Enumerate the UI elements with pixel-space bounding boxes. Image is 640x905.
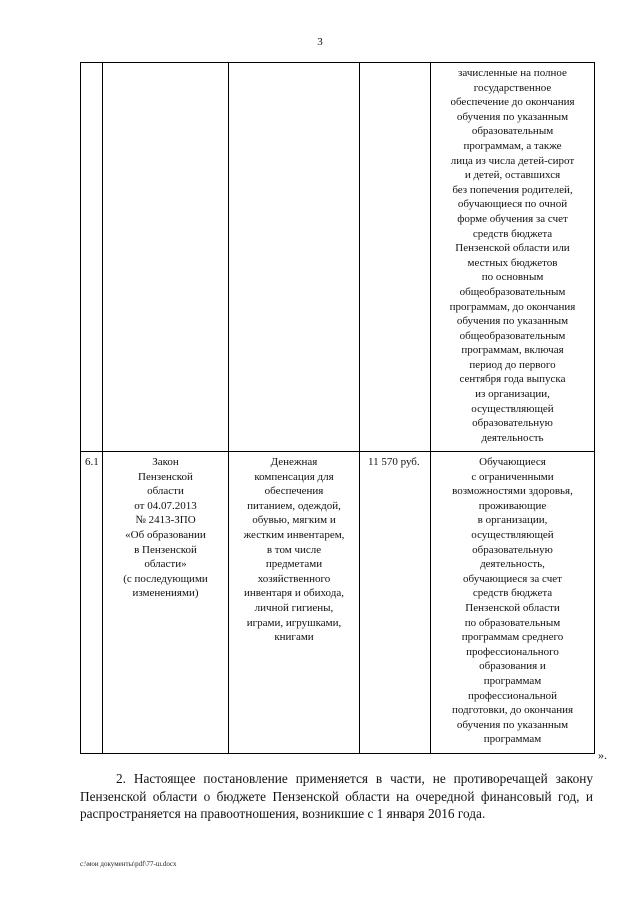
- cell-line: форме обучения за счет: [457, 212, 568, 225]
- cell-line: Пензенской области: [465, 601, 560, 614]
- page-number: 3: [317, 36, 323, 48]
- table-row-6-1: [81, 452, 595, 754]
- cell-line: обучения по указанным: [456, 718, 569, 731]
- cell-line: обеспечения: [264, 485, 324, 498]
- cell-line: предметами: [265, 558, 323, 571]
- cell-law-empty: [103, 63, 229, 452]
- cell-line: лица из числа детей-сирот: [450, 154, 575, 167]
- cell-line: обучающиеся по очной: [457, 198, 568, 211]
- paragraph-2-text: 2. Настоящее постановление применяется в части, не противоречащей закону Пензенской области о бюджете Пензенской области на очередной финансовый год, и распространяется на правоотношения, возникшие с 1 января 2016 года.: [80, 771, 593, 821]
- cell-line: инвентаря и обихода,: [244, 587, 344, 600]
- footer-file-path: c:\мои документы\pdf\77-ш.docx: [80, 860, 177, 868]
- cell-line: и детей, оставшихся: [464, 169, 561, 182]
- paragraph-2: [80, 770, 593, 823]
- cell-line: профессионального: [466, 645, 559, 658]
- cell-law: [103, 452, 229, 754]
- cell-line: обувью, мягким и: [252, 514, 336, 527]
- cell-line: Денежная: [270, 456, 318, 468]
- cell-line: программам, а также: [463, 139, 562, 152]
- cell-amount: 11 570 руб.: [360, 452, 431, 754]
- cell-line: жестким инвентарем,: [243, 528, 345, 541]
- cell-line: обучения по указанным: [456, 315, 569, 328]
- cell-line: в том числе: [266, 543, 322, 556]
- cell-line: подготовки, до окончания: [451, 704, 574, 717]
- cell-line: местных бюджетов: [467, 256, 558, 269]
- cell-line: общеобразовательным: [459, 329, 566, 342]
- cell-line: книгами: [274, 631, 314, 644]
- cell-line: проживающие: [478, 499, 547, 512]
- cell-line: Пензенской области или: [455, 242, 570, 255]
- cell-line: осуществляющей: [471, 402, 554, 415]
- cell-line: зачисленные на полное: [458, 67, 567, 79]
- cell-line: без попечения родителей,: [452, 183, 573, 196]
- cell-line: период до первого: [469, 358, 556, 371]
- cell-line: образования и: [479, 660, 546, 673]
- cell-recipients-continued: [431, 63, 595, 452]
- cell-line: программам, до окончания: [449, 300, 576, 313]
- cell-line: программам: [483, 674, 542, 687]
- cell-line: образовательную: [472, 543, 553, 556]
- cell-line: Пензенской: [138, 470, 193, 483]
- cell-line: обучения по указанным: [456, 110, 569, 123]
- cell-line: компенсация для: [254, 470, 334, 483]
- cell-line: по образовательным: [464, 616, 561, 629]
- cell-line: образовательным: [471, 125, 554, 138]
- cell-line: государственное: [473, 81, 552, 94]
- cell-line: изменениями): [132, 587, 199, 600]
- cell-line: с ограниченными: [471, 470, 554, 483]
- cell-line: средств бюджета: [472, 227, 553, 240]
- cell-line: деятельность: [481, 431, 544, 444]
- closing-quote-mark: ».: [598, 748, 607, 762]
- cell-line: «Об образовании: [125, 528, 206, 541]
- cell-line: деятельность,: [480, 558, 545, 571]
- cell-line: обеспечение до окончания: [450, 96, 575, 109]
- cell-line: в Пензенской: [134, 543, 197, 556]
- cell-line: по основным: [481, 271, 544, 284]
- cell-line: средств бюджета: [472, 587, 553, 600]
- cell-line: осуществляющей: [471, 528, 554, 541]
- cell-line: общеобразовательным: [459, 285, 566, 298]
- cell-measure-empty: [229, 63, 360, 452]
- cell-line: Закон: [152, 456, 179, 468]
- cell-line: Обучающиеся: [479, 456, 546, 468]
- cell-line: обучающиеся за счет: [463, 572, 562, 585]
- cell-line: играми, игрушками,: [246, 616, 342, 629]
- cell-number: 6.1: [81, 452, 103, 754]
- cell-line: возможностями здоровья,: [452, 485, 573, 498]
- cell-line: из организации,: [475, 388, 550, 401]
- cell-line: в организации,: [477, 514, 548, 527]
- cell-line: образовательную: [472, 417, 553, 430]
- cell-line: области: [147, 485, 184, 498]
- cell-line: хозяйственного: [257, 572, 331, 585]
- cell-line: питанием, одеждой,: [247, 499, 341, 512]
- cell-measure: [229, 452, 360, 754]
- cell-line: профессиональной: [468, 689, 557, 702]
- cell-line: личной гигиены,: [254, 601, 334, 614]
- cell-line: сентября года выпуска: [459, 373, 566, 386]
- cell-line: программам: [483, 733, 542, 746]
- cell-line: программам, включая: [461, 344, 564, 357]
- cell-line: (с последующими: [123, 572, 208, 585]
- cell-line: программам среднего: [461, 631, 564, 644]
- cell-amount-empty: [360, 63, 431, 452]
- cell-line: № 2413-ЗПО: [135, 514, 196, 527]
- table-row-continued: [81, 63, 595, 452]
- benefits-table: [80, 62, 595, 754]
- cell-line: области»: [144, 558, 187, 571]
- cell-number-empty: [81, 63, 103, 452]
- cell-line: от 04.07.2013: [134, 499, 197, 512]
- cell-recipients: [431, 452, 595, 754]
